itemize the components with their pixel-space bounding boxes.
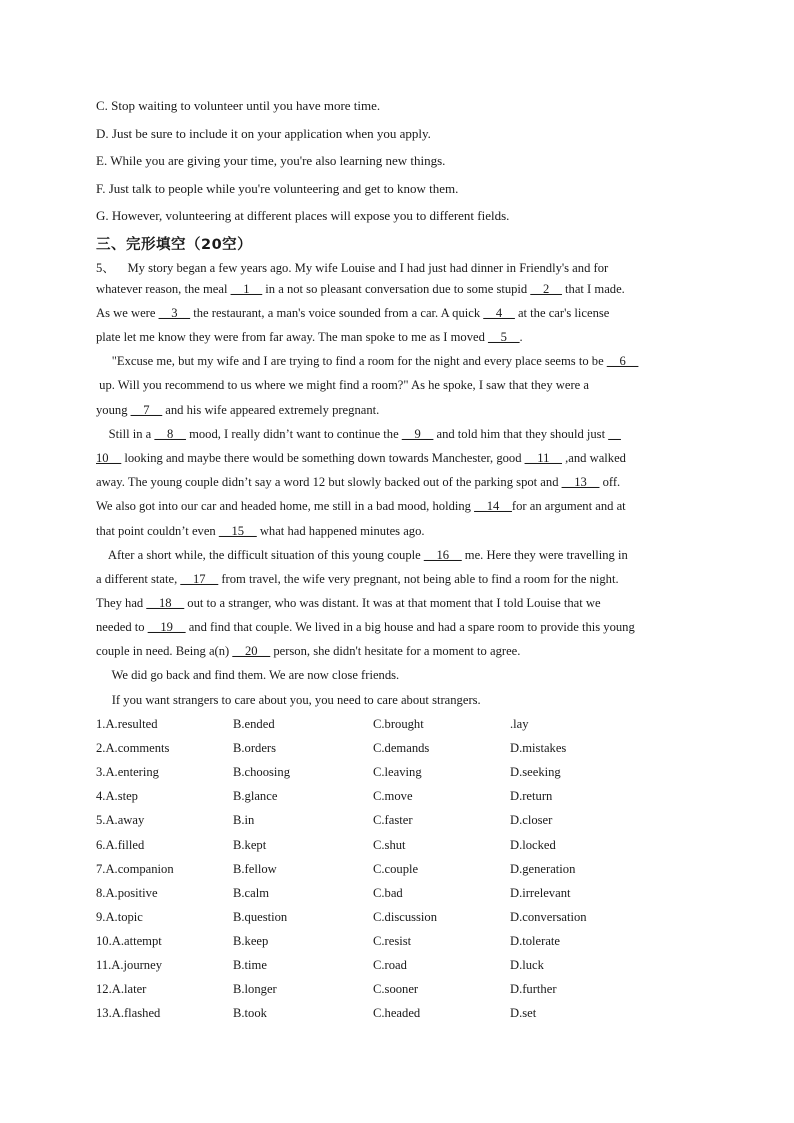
option-line: C. Stop waiting to volunteer until you have more time. (96, 98, 381, 113)
choice-option: 7.A.companion (96, 861, 174, 876)
blank: __6__ (606, 354, 639, 368)
choice-row (96, 934, 716, 954)
choice-option: 4.A.step (96, 789, 138, 804)
passage-line: We did go back and find them. We are now close friends. (96, 668, 400, 682)
choice-option: D.tolerate (510, 933, 560, 948)
choice-option: C.leaving (373, 765, 422, 780)
blank: __20__ (232, 644, 271, 658)
option-line: G. However, volunteering at different places will expose you to different fields. (96, 208, 510, 223)
blank: __7__ (130, 403, 163, 417)
passage-line: If you want strangers to care about you, you need to care about strangers. (96, 693, 481, 707)
passage-line: needed to __19__ and find that couple. We lived in a big house and had a spare room to provide this young (96, 620, 635, 634)
passage-line: 10__ looking and maybe there would be something down towards Manchester, good __11__ ,and walked (96, 451, 626, 465)
blank: __3__ (158, 306, 191, 320)
choice-option: C.shut (373, 837, 406, 852)
choice-row (96, 886, 716, 906)
blank: __16__ (423, 548, 462, 562)
choice-option: D.return (510, 789, 553, 804)
choice-option: 8.A.positive (96, 885, 158, 900)
choice-option: B.kept (233, 837, 267, 852)
choice-option: 10.A.attempt (96, 933, 162, 948)
choice-option: B.time (233, 958, 267, 972)
blank: __2__ (530, 282, 562, 296)
choice-option: C.headed (373, 1006, 421, 1021)
choice-option: C.resist (373, 933, 412, 948)
passage-line: a different state, __17__ from travel, the wife very pregnant, not being able to find a room for the night. (96, 572, 619, 586)
passage-line: After a short while, the difficult situation of this young couple __16__ me. Here they were travelling in (96, 548, 628, 562)
choice-row (96, 982, 716, 1002)
blank: __11__ (524, 451, 562, 465)
passage-line: "Excuse me, but my wife and I are trying to find a room for the night and every place seems to be __6__ (96, 354, 639, 368)
option-line: F. Just talk to people while you're volunteering and get to know them. (96, 181, 459, 196)
choice-option: C.road (373, 958, 407, 972)
choice-option: C.sooner (373, 982, 419, 997)
choice-option: B.orders (233, 741, 277, 756)
choice-row (96, 838, 716, 858)
choice-option: 1.A.resulted (96, 717, 158, 731)
option-line: D. Just be sure to include it on your application when you apply. (96, 126, 431, 141)
choice-row (96, 717, 716, 737)
choice-option: B.in (233, 813, 255, 828)
choice-option: B.took (233, 1006, 267, 1021)
passage-line: As we were __3__ the restaurant, a man's voice sounded from a car. A quick __4__ at the car's license (96, 306, 610, 320)
choice-option: C.brought (373, 717, 424, 731)
choice-option: D.conversation (510, 909, 587, 924)
passage-line: Still in a __8__ mood, I really didn’t want to continue the __9__ and told him that they should just __ (96, 427, 621, 441)
blank: __4__ (483, 306, 515, 320)
choice-option: 9.A.topic (96, 909, 143, 924)
choice-option: 13.A.flashed (96, 1006, 161, 1021)
blank: __17__ (180, 572, 219, 586)
blank: __18__ (146, 596, 185, 610)
choice-option: 11.A.journey (96, 958, 162, 972)
blank: __1__ (230, 282, 263, 296)
section-heading: 三、完形填空（20空） (96, 237, 253, 253)
choice-row (96, 958, 716, 978)
choice-option: B.fellow (233, 861, 277, 876)
choice-option: C.discussion (373, 909, 438, 924)
choice-option: 3.A.entering (96, 765, 159, 780)
passage-line: whatever reason, the meal __1__ in a not so pleasant conversation due to some stupid __2__ that I made. (96, 282, 625, 296)
choice-row (96, 910, 716, 930)
choice-option: C.move (373, 789, 413, 804)
choice-option: B.choosing (233, 765, 291, 780)
choice-option: .lay (510, 717, 529, 731)
choice-option: 2.A.comments (96, 741, 170, 756)
blank: __14__ (474, 499, 512, 513)
choice-option: 6.A.filled (96, 837, 145, 852)
choice-option: B.glance (233, 789, 278, 804)
choice-option: B.question (233, 909, 288, 924)
choice-option: D.generation (510, 861, 576, 876)
choice-row (96, 813, 716, 833)
passage-line: They had __18__ out to a stranger, who was distant. It was at that moment that I told Louise that we (96, 596, 601, 610)
choice-option: 12.A.later (96, 982, 147, 997)
choice-option: D.locked (510, 837, 556, 852)
choice-option: B.calm (233, 885, 270, 900)
blank: __8__ (154, 427, 186, 441)
choice-option: C.faster (373, 813, 413, 828)
option-line: E. While you are giving your time, you're also learning new things. (96, 153, 446, 168)
choice-option: C.demands (373, 741, 430, 756)
choice-row (96, 1006, 716, 1026)
passage-line: young __7__ and his wife appeared extremely pregnant. (96, 403, 380, 417)
choice-row (96, 862, 716, 882)
blank: 10__ (96, 451, 122, 465)
blank: __9__ (401, 427, 434, 441)
blank: __ (608, 427, 621, 441)
passage-line: plate let me know they were from far away. The man spoke to me as I moved __5__. (96, 330, 523, 344)
choice-option: C.bad (373, 885, 403, 900)
choice-option: D.further (510, 982, 557, 997)
passage-line: We also got into our car and headed home, me still in a bad mood, holding __14__for an argument and at (96, 499, 626, 513)
choice-row (96, 789, 716, 809)
choice-option: 5.A.away (96, 813, 145, 828)
choice-option: D.irrelevant (510, 885, 571, 900)
passage-line: that point couldn’t even __15__ what had happened minutes ago. (96, 524, 425, 538)
choice-option: D.set (510, 1006, 537, 1021)
choice-option: D.seeking (510, 765, 561, 780)
choice-option: B.ended (233, 717, 275, 731)
passage-line: 5、 My story began a few years ago. My wife Louise and I had just had dinner in Friendly's and for (96, 261, 609, 275)
blank: __15__ (218, 524, 257, 538)
choice-option: B.longer (233, 982, 277, 997)
blank: __5__ (488, 330, 520, 344)
choice-row (96, 741, 716, 761)
choice-option: B.keep (233, 933, 269, 948)
choice-option: C.couple (373, 861, 419, 876)
blank: __13__ (561, 475, 600, 489)
passage-line: away. The young couple didn’t say a word 12 but slowly backed out of the parking spot and __13__ off. (96, 475, 621, 489)
choice-option: D.mistakes (510, 741, 567, 756)
blank: __19__ (147, 620, 186, 634)
choice-row (96, 765, 716, 785)
passage-line: couple in need. Being a(n) __20__ person, she didn't hesitate for a moment to agree. (96, 644, 521, 658)
passage-line: up. Will you recommend to us where we might find a room?" As he spoke, I saw that they were a (96, 378, 589, 392)
choice-option: D.luck (510, 958, 544, 972)
choice-option: D.closer (510, 813, 553, 828)
